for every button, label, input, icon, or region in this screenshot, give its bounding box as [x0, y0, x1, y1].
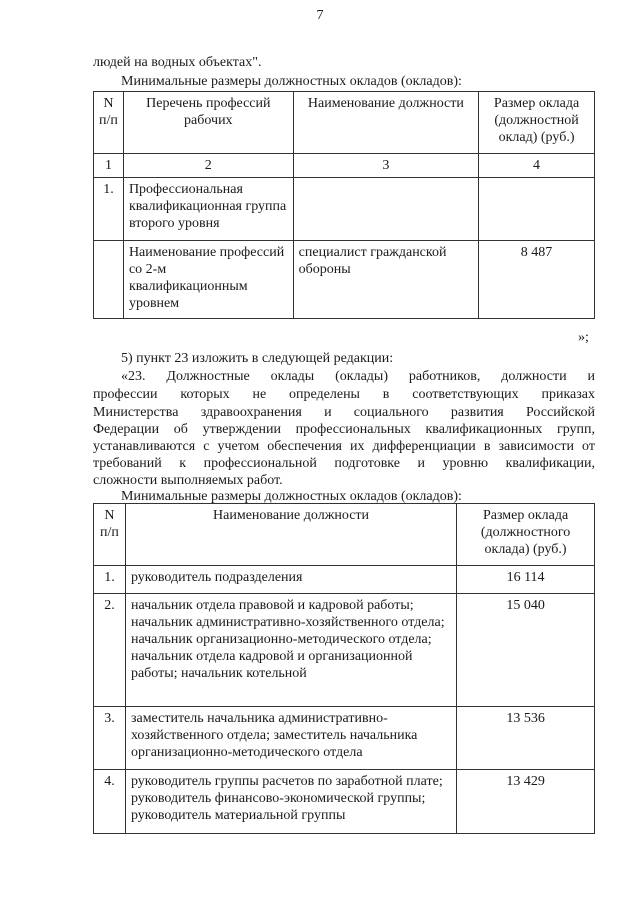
table-row	[94, 566, 595, 594]
header-cell: Наименование должности	[125, 504, 456, 566]
profession-cell: Профессиональная квалификационная группа второго уровня	[123, 178, 293, 241]
intro-line: людей на водных объектах".	[93, 55, 262, 70]
table-row	[94, 594, 595, 707]
table-1	[93, 91, 595, 319]
table1-caption: Минимальные размеры должностных окладов (окладов):	[121, 74, 462, 89]
position-cell: начальник отдела правовой и кадровой работы; начальник административно-хозяйственного отдела; начальник организационно-методического отдела; начальник отдела кадровой и организационной работы; начальник котельной	[125, 594, 456, 707]
header-cell: Размер оклада (должностной оклад) (руб.)	[479, 92, 595, 154]
salary-cell: 13 429	[457, 770, 595, 834]
header-cell: Размер оклада (должностного оклада) (руб.)	[457, 504, 595, 566]
profession-cell: Наименование профессий со 2-м квалификационным уровнем	[123, 241, 293, 319]
closing-mark: »;	[578, 330, 589, 345]
number-cell: 4	[479, 154, 595, 178]
paragraph-line: Министерства здравоохранения и социального развития Российской	[93, 405, 595, 420]
number-cell: 1	[94, 154, 124, 178]
number-cell: 3	[293, 154, 478, 178]
table-row	[94, 707, 595, 770]
paragraph-line: устанавливаются с учетом обеспечения их дифференциации в зависимости от	[93, 439, 595, 454]
position-cell	[293, 178, 478, 241]
paragraph-line: профессии которых не определены в соответствующих приказах	[93, 387, 595, 402]
salary-cell: 16 114	[457, 566, 595, 594]
table2-caption: Минимальные размеры должностных окладов (окладов):	[121, 489, 462, 504]
table-2	[93, 503, 595, 834]
header-cell: N п/п	[94, 92, 124, 154]
table-row	[94, 178, 595, 241]
number-cell: 2	[123, 154, 293, 178]
paragraph-line: сложности выполняемых работ.	[93, 473, 283, 488]
table1-number-row	[94, 154, 595, 178]
header-cell: Перечень профессий рабочих	[123, 92, 293, 154]
paragraph-line: требований к профессиональной подготовке и уровню квалификации,	[93, 456, 595, 471]
salary-cell: 8 487	[479, 241, 595, 319]
paragraph-line: Федерации об утверждении профессиональных квалификационных групп,	[93, 422, 595, 437]
table2-header-row	[94, 504, 595, 566]
header-cell: N п/п	[94, 504, 126, 566]
page-number: 7	[316, 8, 324, 23]
paragraph-line: «23. Должностные оклады (оклады) работников, должности и	[121, 369, 595, 384]
row-number: 1.	[94, 178, 124, 241]
header-cell: Наименование должности	[293, 92, 478, 154]
salary-cell	[479, 178, 595, 241]
position-cell: руководитель группы расчетов по заработной плате; руководитель финансово-экономической группы; руководитель материальной группы	[125, 770, 456, 834]
item-5: 5) пункт 23 изложить в следующей редакции:	[121, 351, 394, 366]
table1-header-row	[94, 92, 595, 154]
row-number: 2.	[94, 594, 126, 707]
row-number: 4.	[94, 770, 126, 834]
salary-cell: 15 040	[457, 594, 595, 707]
table-row	[94, 241, 595, 319]
row-number: 1.	[94, 566, 126, 594]
position-cell: руководитель подразделения	[125, 566, 456, 594]
salary-cell: 13 536	[457, 707, 595, 770]
table-row	[94, 770, 595, 834]
row-number	[94, 241, 124, 319]
row-number: 3.	[94, 707, 126, 770]
position-cell: заместитель начальника административно-хозяйственного отдела; заместитель начальника организационно-методического отдела	[125, 707, 456, 770]
position-cell: специалист гражданской обороны	[293, 241, 478, 319]
